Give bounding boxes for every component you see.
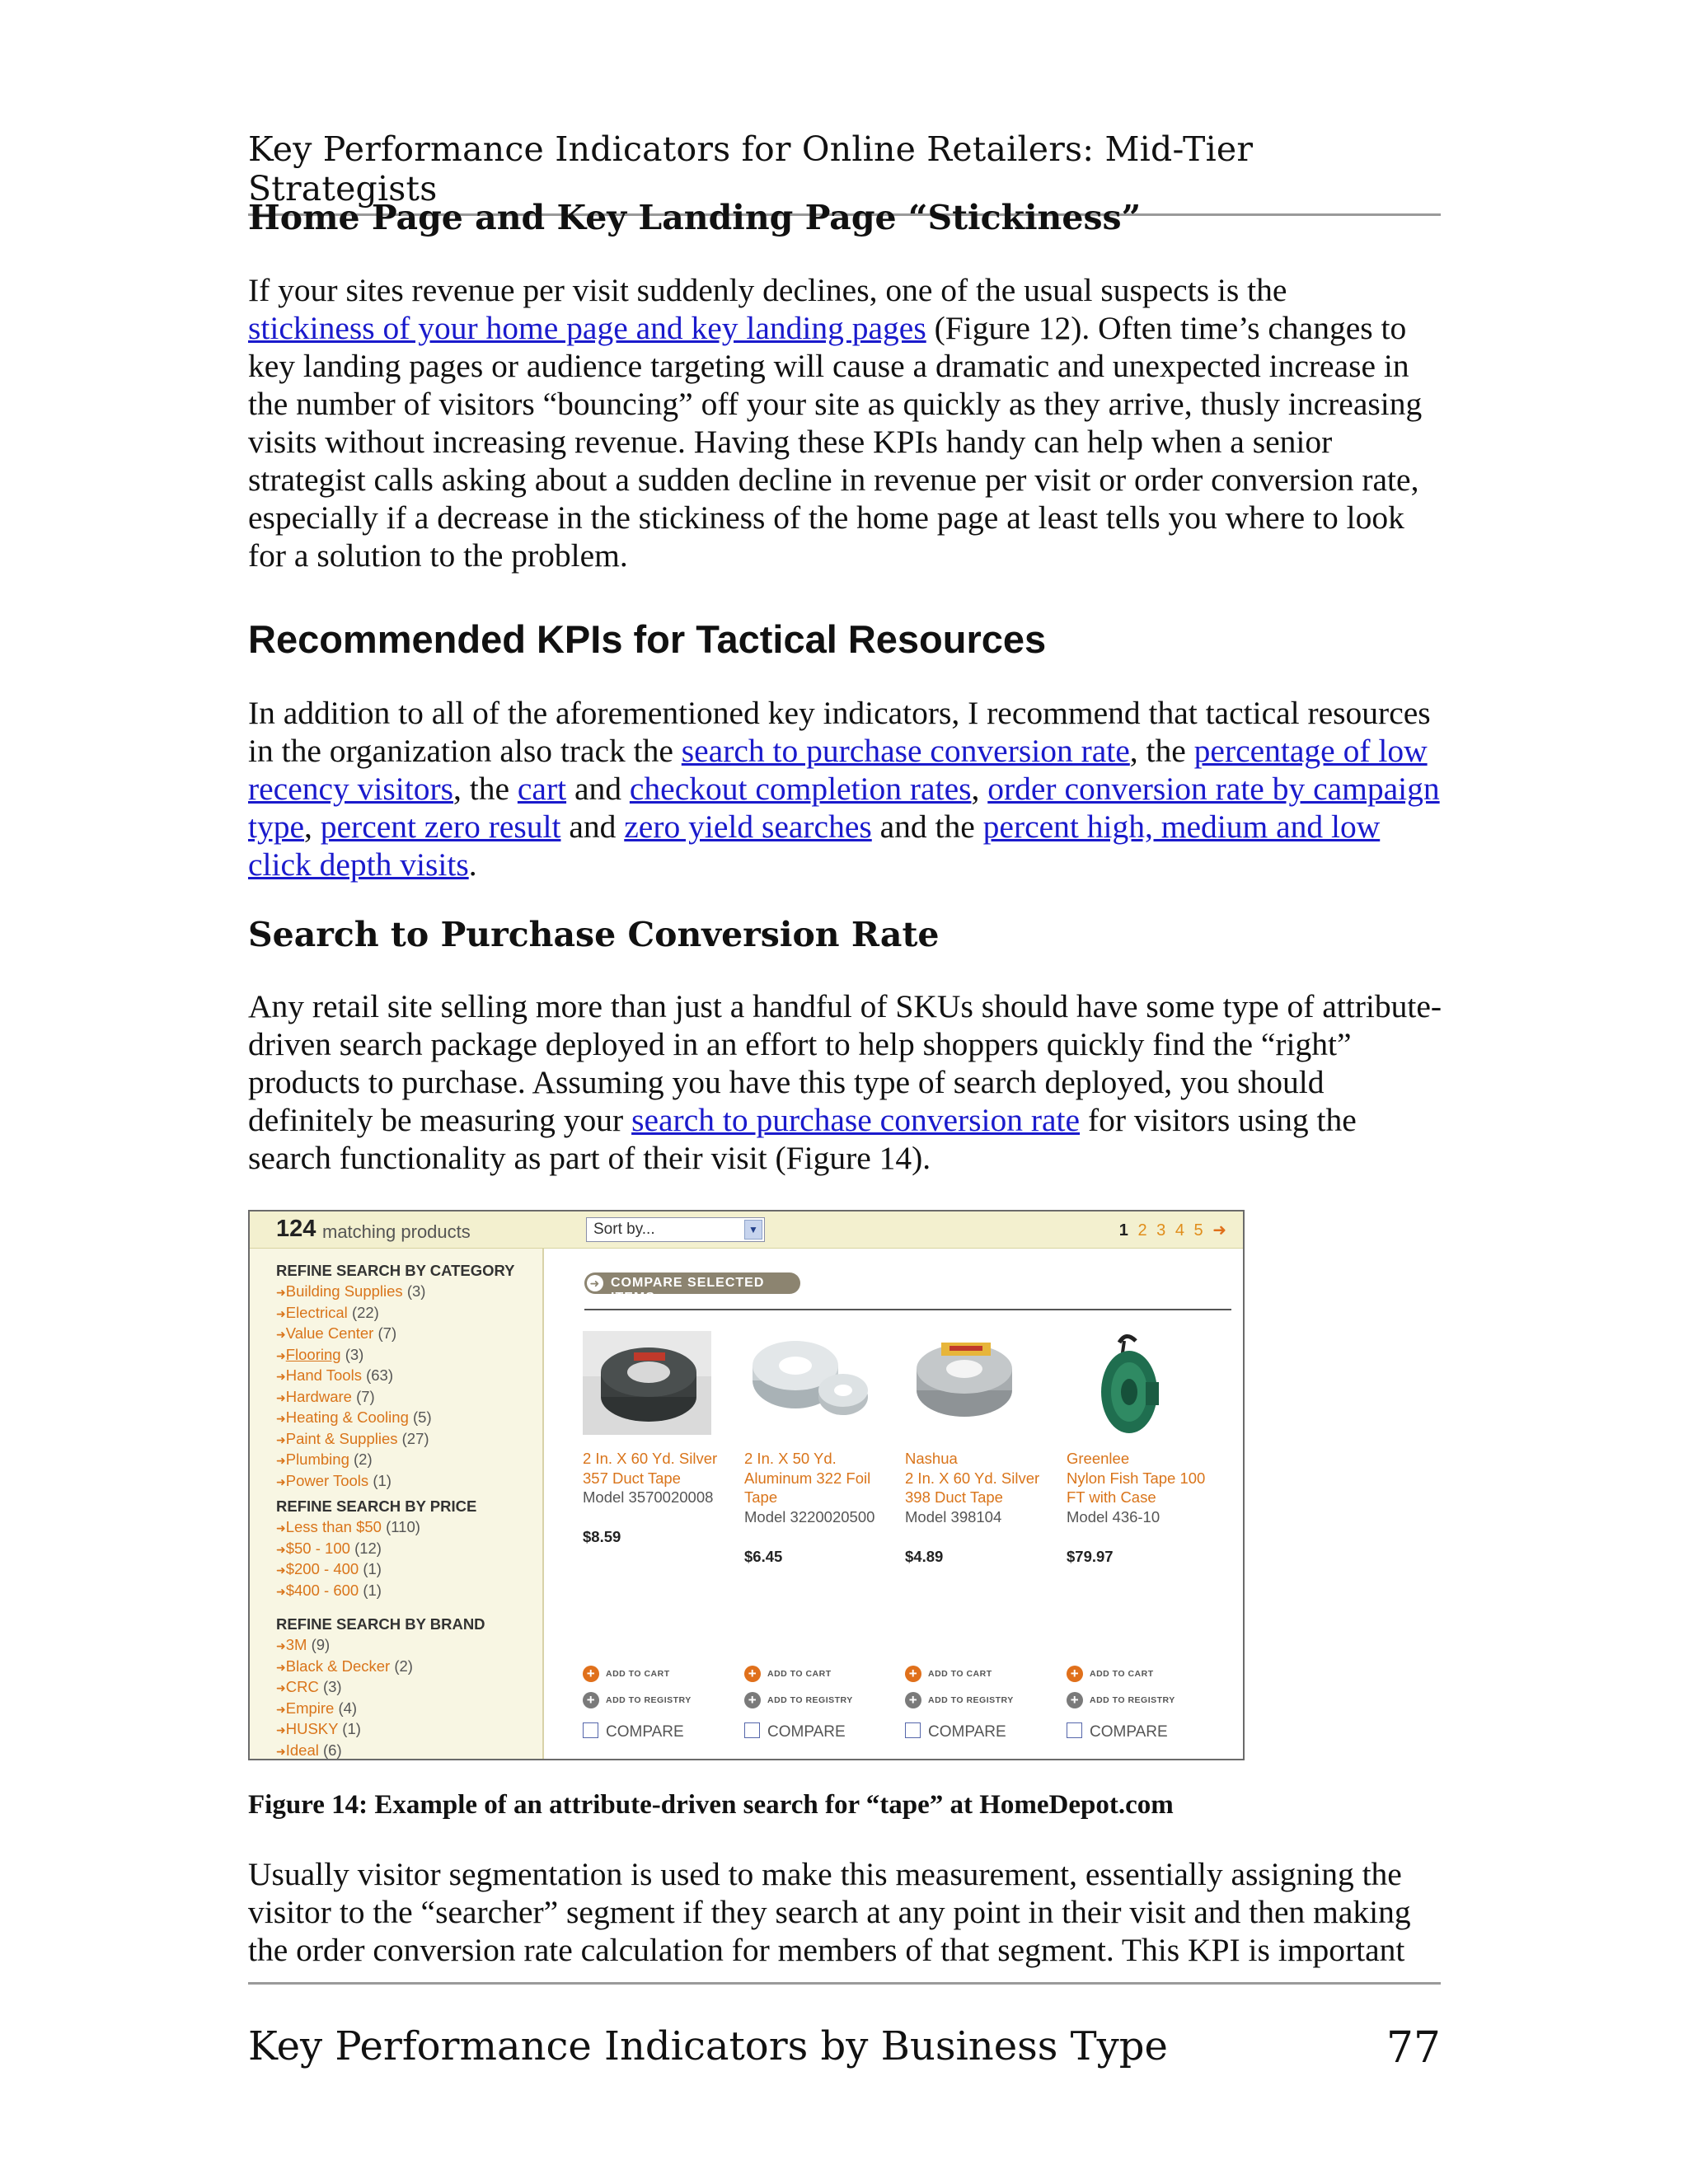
arrow-right-icon: ➜ [276, 1454, 286, 1467]
price-link[interactable]: $200 - 400 [285, 1560, 359, 1577]
link-low-recency[interactable]: percentage of low recency visitors [248, 733, 1428, 807]
product-title-line: Aluminum 322 Foil [744, 1469, 871, 1487]
brand-count: (2) [394, 1657, 413, 1675]
list-item[interactable] [276, 1282, 432, 1303]
add-to-cart-button[interactable] [744, 1666, 832, 1682]
brand-link[interactable]: CRC [285, 1678, 319, 1695]
product-title-line: 2 In. X 60 Yd. Silver [905, 1469, 1040, 1487]
price-count: (1) [363, 1560, 382, 1577]
checkbox-icon[interactable] [905, 1722, 921, 1738]
brand-list [276, 1635, 413, 1760]
product-card [744, 1212, 901, 1759]
brand-heading: REFINE SEARCH BY BRAND [276, 1615, 485, 1633]
category-link[interactable]: Paint & Supplies [285, 1429, 398, 1447]
page-number: 77 [1386, 2023, 1441, 2073]
compare-label: COMPARE [1090, 1723, 1168, 1741]
link-cart[interactable]: cart [517, 771, 567, 807]
arrow-right-icon: ➜ [276, 1702, 286, 1716]
arrow-right-icon: ➜ [276, 1681, 286, 1694]
plus-icon: + [1067, 1666, 1083, 1682]
plus-icon: + [583, 1692, 599, 1708]
list-item[interactable] [276, 1719, 413, 1741]
category-link[interactable]: Power Tools [285, 1471, 369, 1489]
category-link[interactable]: Building Supplies [285, 1282, 403, 1300]
checkbox-icon[interactable] [744, 1722, 760, 1738]
link-checkout-completion[interactable]: checkout completion rates [629, 771, 972, 807]
plus-icon: + [583, 1666, 599, 1682]
brand-link[interactable]: HUSKY [285, 1720, 339, 1737]
brand-count: (3) [322, 1678, 342, 1695]
checkbox-icon[interactable] [583, 1722, 598, 1738]
paragraph-text: , [971, 771, 988, 807]
category-count: (2) [354, 1451, 373, 1468]
result-count-label: matching products [322, 1221, 471, 1242]
price-link[interactable]: Less than $50 [285, 1518, 382, 1535]
category-count: (7) [377, 1324, 397, 1342]
product-title-line: Nylon Fish Tape 100 [1067, 1469, 1206, 1487]
arrow-right-icon: ➜ [276, 1390, 286, 1404]
list-item[interactable] [276, 1635, 413, 1657]
arrow-right-icon: ➜ [276, 1348, 286, 1362]
add-to-registry-label: ADD TO REGISTRY [928, 1694, 1014, 1705]
arrow-right-icon: ➜ [276, 1744, 286, 1758]
arrow-right-icon: ➜ [587, 1275, 603, 1291]
category-link[interactable]: Value Center [285, 1324, 374, 1342]
product-title-line: Tape [744, 1488, 778, 1506]
compare-checkbox[interactable] [1067, 1722, 1168, 1741]
brand-count: (9) [311, 1636, 331, 1653]
category-link[interactable]: Electrical [285, 1303, 348, 1321]
plus-icon: + [744, 1692, 761, 1708]
product-model: Model 3220020500 [744, 1507, 875, 1526]
footer-divider [248, 1982, 1441, 1985]
fish-tape-image[interactable] [1067, 1331, 1195, 1435]
price-link[interactable]: $400 - 600 [285, 1581, 359, 1599]
link-search-to-purchase[interactable]: search to purchase conversion rate [681, 733, 1130, 769]
brand-count: (6) [323, 1741, 342, 1759]
figure-search-screenshot [248, 1210, 1245, 1760]
category-list [276, 1282, 432, 1492]
compare-label: COMPARE [767, 1723, 846, 1741]
product-model: Model 3570020008 [583, 1488, 714, 1506]
list-item[interactable] [276, 1408, 432, 1429]
figure-caption: Figure 14: Example of an attribute-driven search for “tape” at HomeDepot.com [248, 1790, 1174, 1820]
arrow-right-icon: ➜ [276, 1584, 286, 1598]
heading-recommended-kpis: Recommended KPIs for Tactical Resources [248, 617, 1047, 661]
list-item[interactable] [276, 1303, 432, 1324]
add-to-registry-button[interactable] [744, 1692, 853, 1708]
nashua-tape-image[interactable] [905, 1331, 1034, 1435]
list-item[interactable] [276, 1741, 413, 1761]
category-count: (27) [401, 1429, 429, 1447]
category-heading: REFINE SEARCH BY CATEGORY [276, 1262, 515, 1279]
add-to-cart-button[interactable] [583, 1666, 670, 1682]
arrow-right-icon: ➜ [276, 1639, 286, 1652]
paragraph-text: and [560, 808, 625, 845]
paragraph-text: (Figure 12). Often time’s changes to key landing pages or audience targeting will cause a dramatic and unexpected increase in the number of visitors “bouncing” off your site as quickly as they arrive, thusly increasing visits without increasing revenue. Having these KPIs handy can help when a senior strategist calls asking about a sudden decline in revenue per visit or order conversion rate, especially if a decrease in the stickiness of the home page at least tells you where to look for a solution to the problem. [248, 310, 1423, 574]
category-link[interactable]: Hand Tools [285, 1366, 362, 1384]
add-to-registry-label: ADD TO REGISTRY [606, 1694, 692, 1705]
list-item[interactable] [276, 1657, 413, 1678]
link-zero-yield[interactable]: zero yield searches [624, 808, 872, 845]
price-list [276, 1517, 420, 1601]
list-item[interactable] [276, 1324, 432, 1345]
list-item[interactable] [276, 1387, 432, 1408]
paragraph-text: If your sites revenue per visit suddenly declines, one of the usual suspects is the [248, 272, 1287, 308]
category-count: (63) [366, 1366, 394, 1384]
price-count: (12) [354, 1539, 382, 1557]
checkbox-icon[interactable] [1067, 1722, 1082, 1738]
product-price: $4.89 [905, 1548, 944, 1565]
product-card [905, 1212, 1062, 1759]
arrow-right-icon: ➜ [276, 1412, 286, 1425]
compare-checkbox[interactable] [744, 1722, 846, 1741]
link-stickiness[interactable]: stickiness of your home page and key landing pages [248, 310, 926, 346]
product-title-line: 398 Duct Tape [905, 1488, 1003, 1506]
page-current: 1 [1118, 1221, 1128, 1240]
paragraph-stickiness [248, 271, 1443, 574]
link-order-conversion-campaign[interactable]: order conversion rate by campaign type [248, 771, 1440, 845]
category-count: (5) [413, 1408, 432, 1426]
list-item[interactable] [276, 1366, 432, 1387]
category-count: (1) [373, 1471, 392, 1489]
product-title-line: Greenlee [1067, 1450, 1130, 1467]
product-model: Model 436-10 [1067, 1507, 1160, 1526]
list-item[interactable] [276, 1517, 420, 1539]
list-item[interactable] [276, 1450, 432, 1471]
product-title[interactable] [583, 1449, 748, 1507]
running-header: Key Performance Indicators for Online Retailers: Mid-Tier Strategists [248, 129, 1441, 216]
category-count: (22) [351, 1303, 379, 1321]
product-title-line: 2 In. X 50 Yd. [744, 1450, 837, 1467]
category-count: (3) [406, 1282, 426, 1300]
add-to-registry-button[interactable] [583, 1692, 692, 1708]
paragraph-text: . [468, 846, 477, 883]
arrow-right-icon: ➜ [276, 1306, 286, 1320]
category-count: (7) [356, 1387, 375, 1405]
list-item[interactable] [276, 1699, 413, 1720]
add-to-cart-button[interactable] [905, 1666, 992, 1682]
list-item[interactable] [276, 1559, 420, 1581]
add-to-cart-label: ADD TO CART [928, 1668, 992, 1679]
page-link[interactable]: 2 [1137, 1221, 1147, 1240]
chevron-down-icon[interactable]: ▼ [744, 1220, 762, 1240]
compare-selected-label: COMPARE SELECTED ITEMS [611, 1276, 765, 1305]
arrow-right-icon: ➜ [276, 1328, 286, 1341]
link-click-depth[interactable]: percent high, medium and low click depth visits [248, 808, 1381, 883]
product-price: $6.45 [744, 1548, 783, 1565]
paragraph-text: , the [1129, 733, 1194, 769]
foil-tape-image[interactable] [744, 1331, 873, 1435]
product-title-line: 357 Duct Tape [583, 1469, 681, 1487]
sort-select-value: Sort by... [593, 1221, 655, 1238]
price-heading: REFINE SEARCH BY PRICE [276, 1497, 477, 1515]
compare-checkbox[interactable] [583, 1722, 684, 1741]
footer-title: Key Performance Indicators by Business Type [248, 2023, 1168, 2069]
compare-label: COMPARE [606, 1723, 684, 1741]
paragraph-recommended-kpis [248, 694, 1443, 883]
result-count: 124 [276, 1216, 316, 1242]
plus-icon: + [905, 1692, 921, 1708]
next-page-arrow-icon[interactable]: ➜ [1212, 1221, 1226, 1240]
refine-sidebar [250, 1249, 544, 1759]
arrow-right-icon: ➜ [276, 1521, 286, 1535]
category-link[interactable]: Heating & Cooling [285, 1408, 409, 1426]
link-percent-zero-result[interactable]: percent zero result [320, 808, 561, 845]
link-search-to-purchase-2[interactable]: search to purchase conversion rate [631, 1102, 1081, 1138]
arrow-right-icon: ➜ [276, 1660, 286, 1674]
price-count: (110) [386, 1518, 420, 1535]
paragraph-segmentation: Usually visitor segmentation is used to make this measurement, essentially assigning the visitor to the “searcher” segment if they search at any point in their visit and then making the order conversion rate calculation for members of that segment. This KPI is important [248, 1856, 1411, 1968]
section-title-stickiness: Home Page and Key Landing Page “Stickiness” [248, 198, 1142, 237]
section-title-search-conversion: Search to Purchase Conversion Rate [248, 915, 940, 954]
product-model: Model 398104 [905, 1507, 1002, 1526]
paragraph-text: , [304, 808, 321, 845]
product-price: $8.59 [583, 1528, 621, 1545]
product-title[interactable] [744, 1449, 909, 1526]
product-card [583, 1212, 739, 1759]
arrow-right-icon: ➜ [276, 1474, 286, 1488]
plus-icon: + [905, 1666, 921, 1682]
arrow-right-icon: ➜ [276, 1723, 286, 1736]
paragraph-search-conversion [248, 987, 1443, 1177]
arrow-right-icon: ➜ [276, 1432, 286, 1446]
product-title[interactable] [905, 1449, 1070, 1526]
product-title-line: Nashua [905, 1450, 958, 1467]
arrow-right-icon: ➜ [276, 1370, 286, 1383]
add-to-cart-button[interactable] [1067, 1666, 1154, 1682]
list-item[interactable] [276, 1539, 420, 1560]
product-title[interactable] [1067, 1449, 1231, 1526]
compare-label: COMPARE [928, 1723, 1006, 1741]
paragraph-text: and the [871, 808, 983, 845]
product-price: $79.97 [1067, 1548, 1114, 1565]
product-card [1067, 1212, 1223, 1759]
page-link[interactable]: 4 [1175, 1221, 1184, 1240]
brand-link[interactable]: 3M [285, 1636, 307, 1653]
category-link[interactable]: Hardware [285, 1387, 352, 1405]
compare-checkbox[interactable] [905, 1722, 1006, 1741]
paragraph-text: and [566, 771, 630, 807]
add-to-cart-label: ADD TO CART [1090, 1668, 1154, 1679]
duct-tape-image[interactable] [583, 1331, 711, 1435]
paragraph-text: Any retail site selling more than just a handful of SKUs should have some type of attribute-driven search package deployed in an effort to help shoppers quickly find the “right” products to purchase. Assuming you have this type of search deployed, you should definitely be measuring your [248, 988, 1442, 1138]
product-title-line: FT with Case [1067, 1488, 1156, 1506]
list-item[interactable] [276, 1677, 413, 1699]
page-link[interactable]: 3 [1156, 1221, 1166, 1240]
list-item[interactable] [276, 1471, 432, 1493]
plus-icon: + [1067, 1692, 1083, 1708]
list-item[interactable] [276, 1581, 420, 1602]
arrow-right-icon: ➜ [276, 1542, 286, 1556]
product-title-line: 2 In. X 60 Yd. Silver [583, 1450, 718, 1467]
add-to-registry-label: ADD TO REGISTRY [767, 1694, 853, 1705]
arrow-right-icon: ➜ [276, 1563, 286, 1577]
add-to-registry-label: ADD TO REGISTRY [1090, 1694, 1175, 1705]
add-to-registry-button[interactable] [905, 1692, 1014, 1708]
category-link[interactable]: Flooring [285, 1345, 341, 1363]
add-to-cart-label: ADD TO CART [767, 1668, 832, 1679]
list-item[interactable] [276, 1345, 432, 1366]
brand-link[interactable]: Black & Decker [285, 1657, 391, 1675]
plus-icon: + [744, 1666, 761, 1682]
paragraph-text: , the [452, 771, 518, 807]
price-link[interactable]: $50 - 100 [285, 1539, 350, 1557]
arrow-right-icon: ➜ [276, 1286, 286, 1299]
category-link[interactable]: Plumbing [285, 1451, 349, 1468]
category-count: (3) [345, 1345, 364, 1363]
page-link[interactable]: 5 [1193, 1221, 1203, 1240]
brand-link[interactable]: Ideal [285, 1741, 319, 1759]
paragraph-text: for visitors using the search functionality as part of their visit (Figure 14). [248, 1102, 1357, 1176]
add-to-registry-button[interactable] [1067, 1692, 1175, 1708]
brand-count: (1) [342, 1720, 361, 1737]
add-to-cart-label: ADD TO CART [606, 1668, 670, 1679]
brand-link[interactable]: Empire [285, 1699, 335, 1717]
paragraph-text: In addition to all of the aforementioned key indicators, I recommend that tactical resources in the organization also track the [248, 695, 1431, 769]
price-count: (1) [363, 1581, 382, 1599]
brand-count: (4) [338, 1699, 358, 1717]
list-item[interactable] [276, 1429, 432, 1451]
